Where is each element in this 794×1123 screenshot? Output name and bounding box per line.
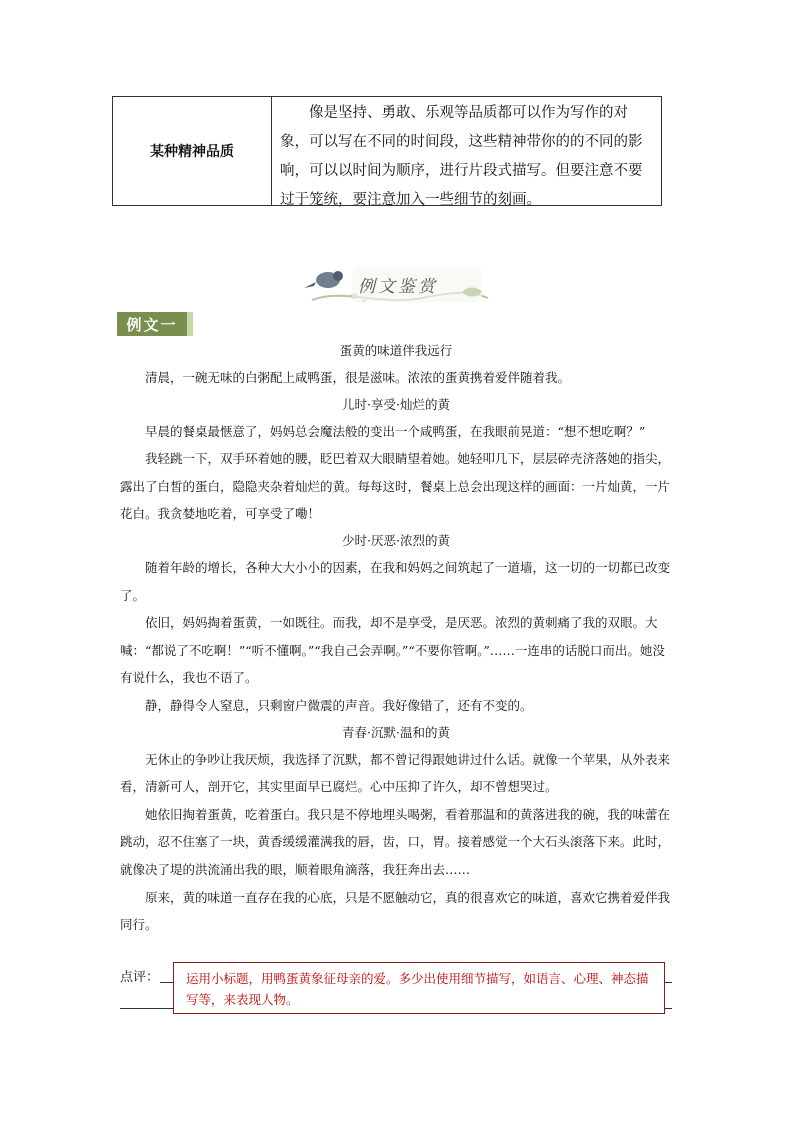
essay-intro: 清晨，一碗无味的白粥配上咸鸭蛋，很是滋味。浓浓的蛋黄携着爱伴随着我。	[145, 370, 571, 385]
essay-title: 蛋黄的味道伴我远行	[339, 343, 453, 358]
paragraph: 她依旧掏着蛋黄，吃着蛋白。我只是不停地埋头喝粥，看着那温和的黄落进我的碗，我的味蕾在跳动，忍不住塞了一块，黄香缓缓灌满我的唇，齿，口，胃。接着感觉一个大石头滚落下来。此时，就像决了堤的洪流涌出我的眼，顺着眼角滴落，我狂奔出去……	[120, 806, 671, 877]
topic-table	[112, 96, 662, 206]
paragraph: 无休止的争吵让我厌烦，我选择了沉默，都不曾记得跟她讲过什么话。就像一个苹果，从外表来看，清新可人，剖开它，其实里面早已腐烂。心中压抑了许久，却不曾想哭过。	[120, 751, 671, 795]
paragraph: 我轻跳一下，双手环着她的腰，眨巴着双大眼睛望着她。她轻叩几下，层层碎壳济落她的指尖，露出了白皙的蛋白，隐隐夹杂着灿烂的黄。每每这时，餐桌上总会出现这样的画面：一片灿黄，一片花白。我贪婪地吃着，可享受了嘞！	[120, 451, 671, 522]
essay	[120, 338, 672, 939]
paragraph: 随着年龄的增长，各种大大小小的因素，在我和妈妈之间筑起了一道墙，这一切的一切都已改变了。	[120, 559, 671, 603]
topic-description: 像是坚持、勇敢、乐观等品质都可以作为写作的对象，可以写在不同的时间段，这些精神带你的的不同的影响，可以以时间为顺序，进行片段式描写。但要注意不要过于笼统，要注意加入一些细节的刻画。	[280, 105, 643, 208]
example-badge: 例文一	[117, 312, 193, 336]
paragraph: 依旧，妈妈掏着蛋黄，一如既往。而我，却不是享受，是厌恶。浓烈的黄刺痛了我的双眼。大喊：“都说了不吃啊！”“听不懂啊。”“我自己会弄啊。”“不要你管啊。”……一连串的话脱口而出。她没有说什么，我也不语了。	[120, 615, 665, 686]
banner-title: 例文鉴赏	[358, 277, 438, 297]
comment-box: 运用小标题，用鸭蛋黄象征母亲的爱。多少出使用细节描写，如语言、心理、神态描写等，来表现人物。	[173, 962, 665, 1014]
paragraph: 早晨的餐桌最惬意了，妈妈总会魔法般的变出一个咸鸭蛋，在我眼前晃道：“想不想吃啊？”	[145, 423, 646, 439]
topic-heading: 某种精神品质	[113, 97, 272, 205]
comment-section	[120, 962, 672, 1012]
paragraph: 静，静得令人窒息，只剩窗户微震的声音。我好像错了，还有不变的。	[145, 697, 533, 713]
section-heading: 少时·厌恶·浓烈的黄	[342, 532, 450, 548]
paragraph: 原来，黄的味道一直存在我的心底，只是不愿触动它，真的很喜欢它的味道，喜欢它携着爱伴我同行。	[120, 889, 671, 933]
section-heading: 青春·沉默·温和的黄	[342, 724, 450, 740]
comment-label: 点评：	[120, 970, 160, 985]
bird-head-icon	[333, 271, 343, 281]
section-heading: 儿时·享受·灿烂的黄	[342, 396, 450, 412]
bird-tail-icon	[304, 282, 316, 288]
